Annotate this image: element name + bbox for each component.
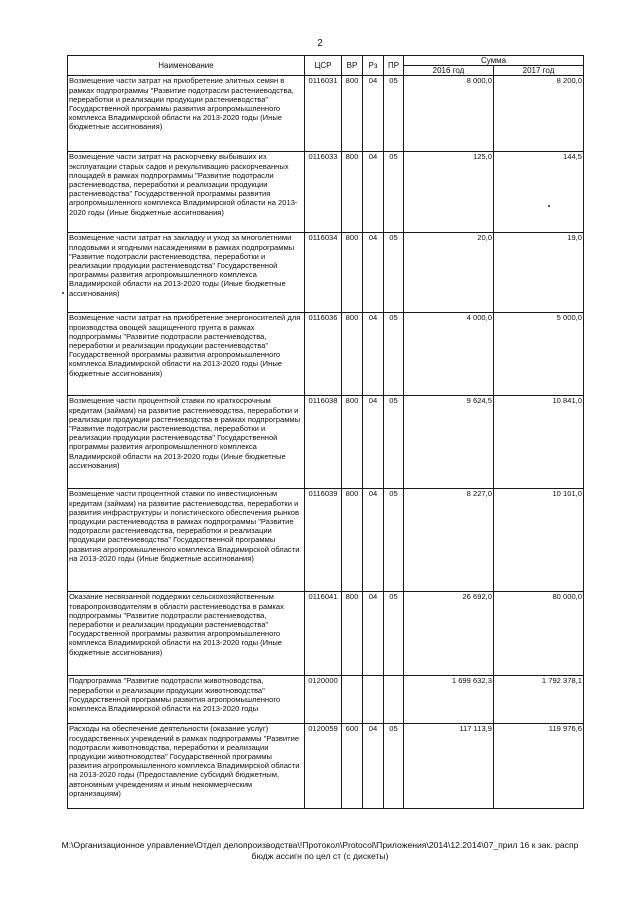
- row-name: Расходы на обеспечение деятельности (оказание услуг) государственных учреждений в рамках подпрограммы "Развитие подотрасли животноводства, переработки и реализации продукции животноводства" Государственной программы развития агропромышленного комплекса Владимирской области на 2013-2020 годы (Предоставление субсидий бюджетным, автономным учреждениям и иным некоммерческим организациям): [68, 724, 305, 809]
- table-row: [68, 152, 584, 233]
- row-rz: 04: [363, 313, 384, 396]
- row-csr: 0116041: [305, 592, 342, 676]
- row-csr: 0116039: [305, 489, 342, 592]
- row-vr: 800: [342, 76, 363, 152]
- table-row: [68, 313, 584, 396]
- row-csr: 0120000: [305, 676, 342, 724]
- scan-speck: [548, 205, 550, 207]
- row-rz: 04: [363, 76, 384, 152]
- row-pr: 05: [384, 396, 404, 489]
- row-sum-2016: 26 692,0: [404, 592, 494, 676]
- row-vr: 800: [342, 592, 363, 676]
- row-sum-2017: 5 000,0: [494, 313, 584, 396]
- row-name: Оказание несвязанной поддержки сельскохозяйственным товаропроизводителям в области растениеводства в рамках подпрограммы "Развитие подотрасли растениеводства, переработки и реализации продукции растениеводства" Государственной программы развития агропромышленного комплекса Владимирской области на 2013-2020 годы (Иные бюджетные ассигнования): [68, 592, 305, 676]
- row-name: Возмещение части процентной ставки по краткосрочным кредитам (займам) на развитие растениеводства, переработки и реализации продукции растениеводства в рамках подпрограммы "Развитие подотрасли растениеводства, переработки и реализации продукции растениеводства" Государственной программы развития агропромышленного комплекса Владимирской области на 2013-2020 годы (Иные бюджетные ассигнования): [68, 396, 305, 489]
- table-row: [68, 724, 584, 809]
- header-year-2017: 2017 год: [494, 66, 584, 76]
- row-sum-2016: 20,0: [404, 233, 494, 313]
- row-sum-2017: 19,0: [494, 233, 584, 313]
- row-sum-2017: 8 200,0: [494, 76, 584, 152]
- row-pr: 05: [384, 152, 404, 233]
- budget-table: [67, 55, 584, 809]
- row-vr: 800: [342, 313, 363, 396]
- row-rz: 04: [363, 489, 384, 592]
- row-sum-2016: 8 227,0: [404, 489, 494, 592]
- page-number: 2: [317, 38, 323, 49]
- row-csr: 0116036: [305, 313, 342, 396]
- row-name: Возмещение части затрат на приобретение энергоносителей для производства овощей защищенного грунта в рамках подпрограммы "Развитие подотрасли растениеводства, переработки и реализации продукции растениеводства" Государственной программы развития агропромышленного комплекса Владимирской области на 2013-2020 годы (Иные бюджетные ассигнования): [68, 313, 305, 396]
- footer-path-line-2: бюдж ассигн по цел ст (с дискеты): [251, 851, 389, 861]
- row-sum-2016: 4 000,0: [404, 313, 494, 396]
- row-pr: 05: [384, 724, 404, 809]
- row-vr: 800: [342, 152, 363, 233]
- row-vr: 800: [342, 396, 363, 489]
- row-name: Возмещение части затрат на закладку и уход за многолетними плодовыми и ягодными насаждениями в рамках подпрограммы "Развитие подотрасли растениеводства, переработки и реализации продукции растениеводства" Государственной программы развития агропромышленного комплекса Владимирской области на 2013-2020 годы (Иные бюджетные ассигнования): [68, 233, 305, 313]
- row-pr: 05: [384, 76, 404, 152]
- scan-speck: [62, 292, 64, 294]
- table-row: [68, 489, 584, 592]
- header-sum: Сумма: [404, 56, 584, 66]
- header-name: Наименование: [68, 56, 305, 76]
- table-row: [68, 233, 584, 313]
- row-vr: 800: [342, 233, 363, 313]
- row-rz: 04: [363, 724, 384, 809]
- row-sum-2017: 119 976,6: [494, 724, 584, 809]
- row-sum-2017: 80 000,0: [494, 592, 584, 676]
- row-rz: [363, 676, 384, 724]
- row-csr: 0116031: [305, 76, 342, 152]
- row-vr: 800: [342, 489, 363, 592]
- row-csr: 0116033: [305, 152, 342, 233]
- row-vr: 600: [342, 724, 363, 809]
- row-rz: 04: [363, 233, 384, 313]
- header-rz: Рз: [363, 56, 384, 76]
- row-pr: 05: [384, 592, 404, 676]
- row-name: Возмещение части затрат на приобретение элитных семян в рамках подпрограммы "Развитие подотрасли растениеводства, переработки и реализации продукции растениеводства" Государственной программы развития агропромышленного комплекса Владимирской области на 2013-2020 годы (Иные бюджетные ассигнования): [68, 76, 305, 152]
- header-csr: ЦСР: [305, 56, 342, 76]
- row-sum-2016: 117 113,9: [404, 724, 494, 809]
- row-sum-2017: 1 792 378,1: [494, 676, 584, 724]
- row-pr: 05: [384, 233, 404, 313]
- row-sum-2016: 9 624,5: [404, 396, 494, 489]
- row-sum-2016: 125,0: [404, 152, 494, 233]
- row-csr: 0120059: [305, 724, 342, 809]
- table-row: [68, 396, 584, 489]
- table-row: [68, 76, 584, 152]
- row-csr: 0116034: [305, 233, 342, 313]
- row-sum-2017: 144,5: [494, 152, 584, 233]
- row-name: Возмещение части процентной ставки по инвестиционным кредитам (займам) на развитие растениеводства, переработки и развития инфраструктуры и логистического обеспечения рынков продукции растениеводства в рамках подпрограммы "Развитие подотрасли растениеводства, переработки и реализации продукции растениеводства" Государственной программы развития агропромышленного комплекса Владимирской области на 2013-2020 годы (Иные бюджетные ассигнования): [68, 489, 305, 592]
- header-year-2016: 2016 год: [404, 66, 494, 76]
- row-name: Подпрограмма "Развитие подотрасли животноводства, переработки и реализации продукции животноводства" Государственной программы развития агропромышленного комплекса Владимирской области на 2013-2020 годы: [68, 676, 305, 724]
- row-rz: 04: [363, 396, 384, 489]
- row-sum-2017: 10 101,0: [494, 489, 584, 592]
- row-pr: 05: [384, 313, 404, 396]
- row-sum-2017: 10 841,0: [494, 396, 584, 489]
- row-pr: 05: [384, 489, 404, 592]
- row-csr: 0116038: [305, 396, 342, 489]
- header-pr: ПР: [384, 56, 404, 76]
- row-sum-2016: 8 000,0: [404, 76, 494, 152]
- header-vr: ВР: [342, 56, 363, 76]
- file-path-footer: [40, 840, 600, 862]
- row-pr: [384, 676, 404, 724]
- footer-path-line-1: М:\Организационное управление\Отдел делопроизводства\!Протокол\Protocol\Приложения\2014\12.2014\07_прил 16 к зак. распр: [61, 840, 579, 850]
- row-name: Возмещение части затрат на раскорчевку выбывших из эксплуатации старых садов и рекультивацию раскорчеванных площадей в рамках подпрограммы "Развитие подотрасли растениеводства, переработки и реализации продукции растениеводства" Государственной программы развития агропромышленного комплекса Владимирской области на 2013-2020 годы (Иные бюджетные ассигнования): [68, 152, 305, 233]
- row-vr: [342, 676, 363, 724]
- row-rz: 04: [363, 152, 384, 233]
- table-row: [68, 592, 584, 676]
- table-row: [68, 676, 584, 724]
- row-rz: 04: [363, 592, 384, 676]
- row-sum-2016: 1 699 632,3: [404, 676, 494, 724]
